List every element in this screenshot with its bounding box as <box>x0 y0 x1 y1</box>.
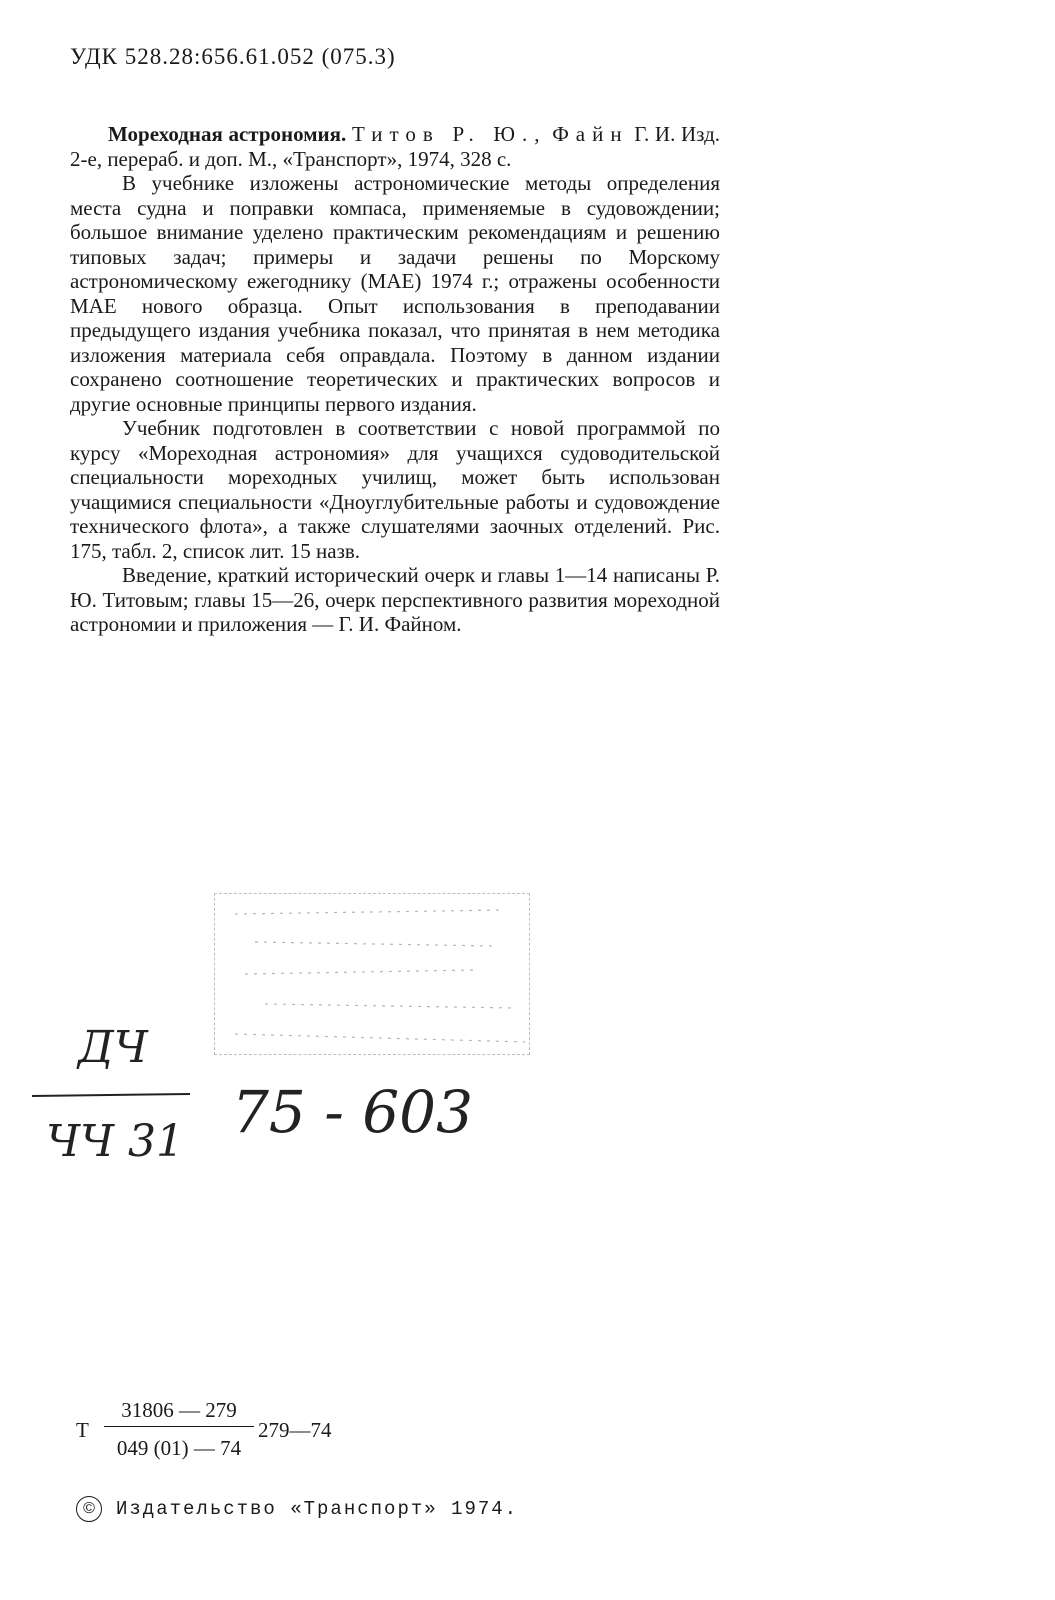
stamp-marks <box>215 894 529 1054</box>
edition-info: Г. И. Изд. 2-е, перераб. и доп. М., «Транспорт», 1974, 328 с. <box>70 122 721 171</box>
copyright-line <box>76 1496 518 1522</box>
faded-library-stamp <box>214 893 530 1055</box>
abstract <box>70 122 720 637</box>
price-suffix: 279—74 <box>258 1418 332 1442</box>
price-letter: Т <box>76 1418 89 1442</box>
paragraph-authorship: Введение, краткий исторический очерк и главы 1—14 написаны Р. Ю. Титовым; главы 15—26, очерк перспективного развития мореходной астрономии и приложения — Г. И. Файном. <box>70 563 720 636</box>
copyright-text: Издательство «Транспорт» 1974. <box>116 1498 519 1521</box>
udk-code: УДК 528.28:656.61.052 (075.3) <box>70 44 396 69</box>
book-title: Мореходная астрономия. <box>108 122 347 146</box>
handwritten-shelf-mark <box>30 1000 200 1180</box>
paragraph-description: В учебнике изложены астрономические методы определения места судна и поправки компаса, применяемые в судовождении; большое внимание уделено практическим рекомендациям и решению типовых задач; примеры и задачи решены по Морскому астрономическому ежегоднику (МАЕ) 1974 г.; отражены особенности МАЕ нового образца. Опыт использования в преподавании предыдущего издания учебника показал, что принятая в нем методика изложения материала себя оправдала. Поэтому в данном издании сохранено соотношение теоретических и практических вопросов и другие основные принципы первого издания. <box>70 171 720 416</box>
price-denominator: 049 (01) — 74 <box>116 1436 242 1460</box>
fraction-bar <box>104 1426 254 1427</box>
handwritten-top: ДЧ <box>78 1022 148 1073</box>
handwritten-accession-number <box>228 1070 488 1160</box>
price-code <box>76 1398 376 1468</box>
paragraph-purpose: Учебник подготовлен в соответствии с новой программой по курсу «Мореходная астрономия» для учащихся судоводительской специальности мореходных училищ, может быть использован учащимися специальности «Дноуглубительные работы и судовождение технического флота», а также слушателями заочных отделений. Рис. 175, табл. 2, список лит. 15 назв. <box>70 416 720 563</box>
handwritten-bottom: ЧЧ 31 <box>46 1116 184 1167</box>
author-2: Файн <box>552 122 629 146</box>
copyright-icon: © <box>76 1496 102 1522</box>
handwritten-number: 75 - 603 <box>232 1078 473 1146</box>
handwritten-divider <box>32 1094 190 1096</box>
author-1: Титов Р. Ю., <box>351 122 547 146</box>
price-numerator: 31806 — 279 <box>121 1398 237 1422</box>
bibliographic-reference <box>70 122 720 171</box>
